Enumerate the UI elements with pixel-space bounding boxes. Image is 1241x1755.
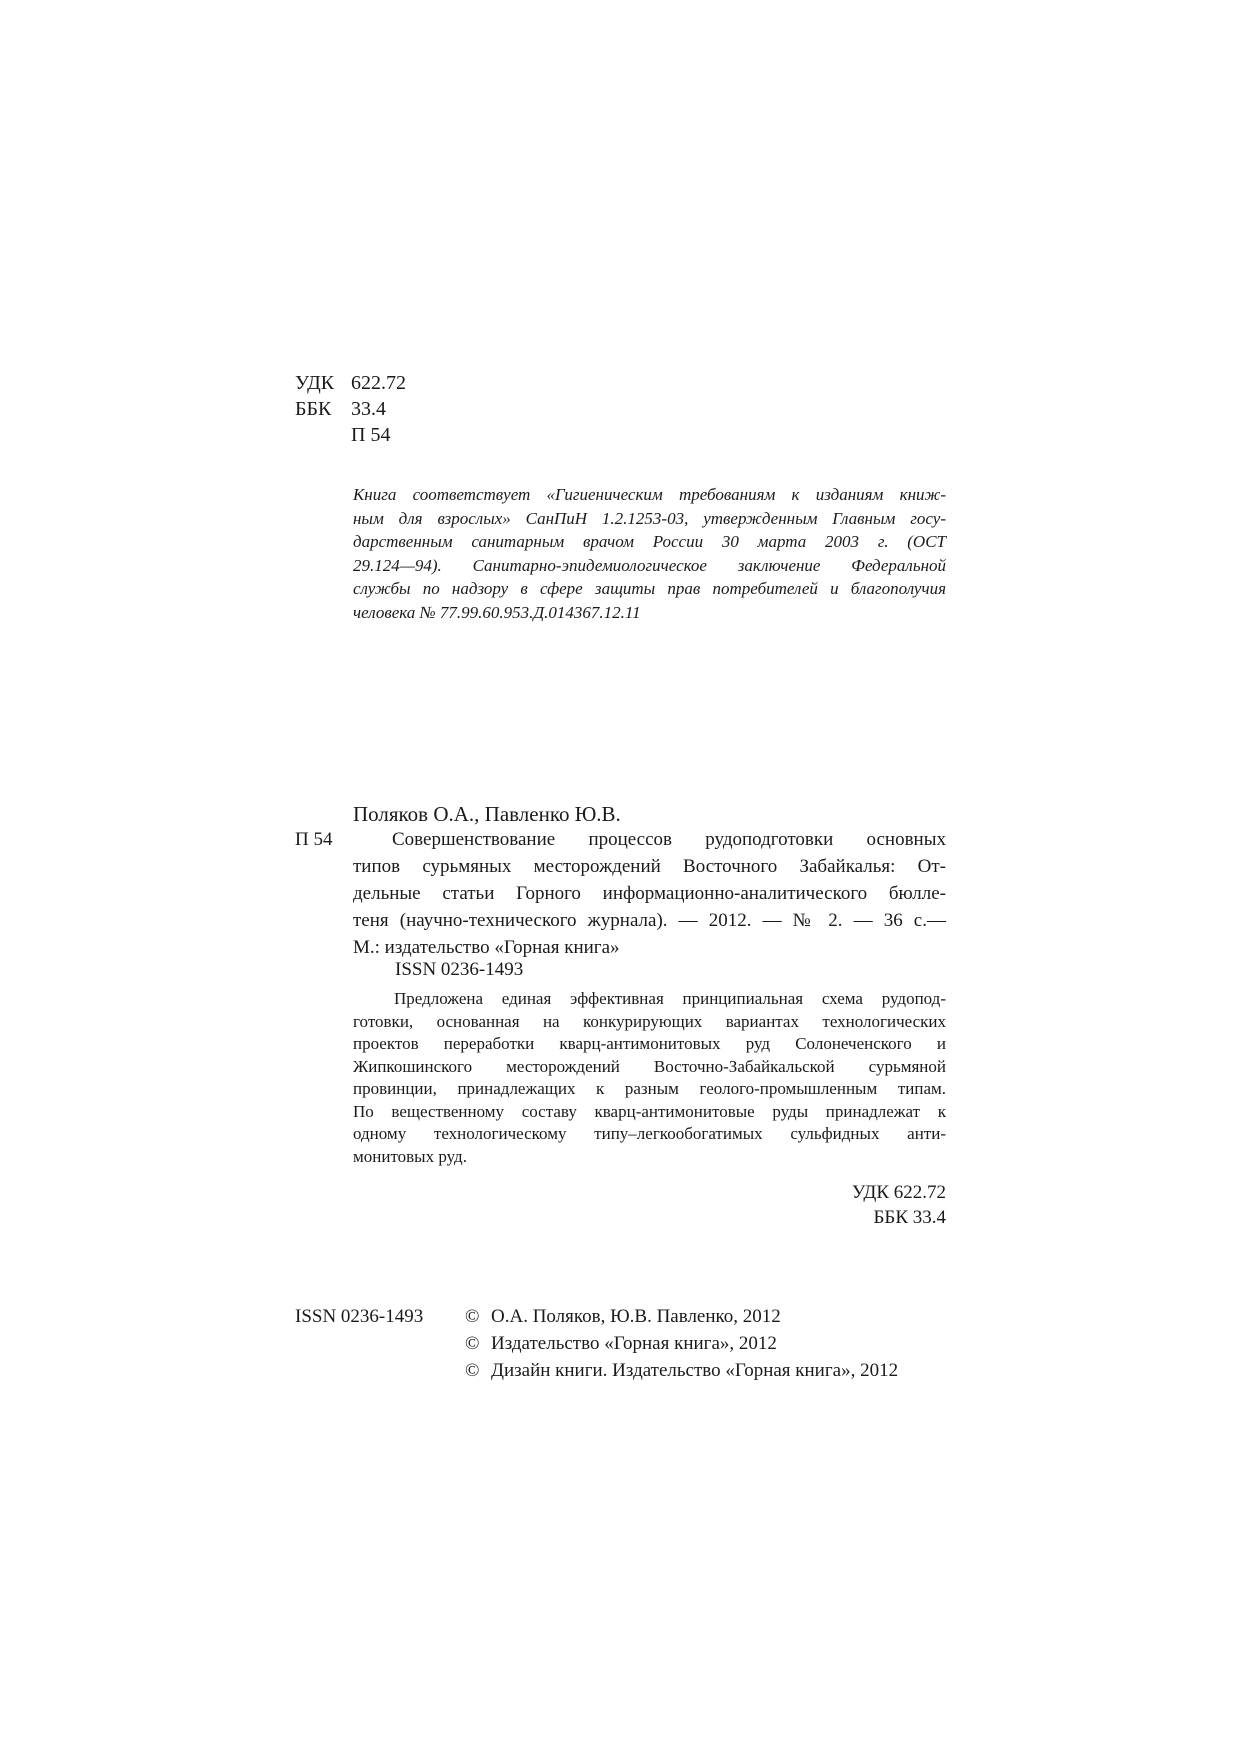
copyright-line — [465, 1331, 777, 1357]
annotation-udk: УДК 622.72 — [851, 1182, 946, 1203]
annotation-line: одному технологическому типу–легкообогатимых сульфидных анти- — [353, 1124, 946, 1143]
copyright-line — [465, 1358, 898, 1384]
hygiene-line: службы по надзору в сфере защиты прав потребителей и благополучия — [353, 579, 946, 599]
annotation-bbk: ББК 33.4 — [873, 1207, 946, 1228]
copyright-text: О.А. Поляков, Ю.В. Павленко, 2012 — [491, 1306, 781, 1327]
author-mark-row — [295, 422, 390, 448]
entry-authors: Поляков О.А., Павленко Ю.В. — [353, 802, 621, 826]
annotation-line: монитовых руд. — [353, 1146, 467, 1166]
entry-line: теня (научно-технического журнала). — 2012. — № 2. — 36 с.— — [353, 910, 946, 931]
entry-description — [353, 826, 946, 961]
copyright-symbol: © — [465, 1333, 480, 1354]
hygiene-line: ным для взрослых» СанПиН 1.2.1253-03, утвержденным Главным госу- — [353, 508, 946, 528]
udk-label: УДК — [295, 372, 335, 394]
bbk-label: ББК — [295, 398, 332, 420]
bbk-value: 33.4 — [351, 398, 386, 420]
copyright-symbol: © — [465, 1306, 480, 1327]
copyright-line — [465, 1304, 781, 1330]
udk-row — [295, 370, 406, 396]
entry-issn: ISSN 0236-1493 — [395, 959, 524, 980]
annotation-line: Предложена единая эффективная принципиальная схема рудопод- — [394, 989, 946, 1008]
annotation — [353, 988, 946, 1168]
copyright-text: Дизайн книги. Издательство «Горная книга», 2012 — [491, 1360, 899, 1381]
bbk-row — [295, 396, 386, 422]
entry-code: П 54 — [295, 829, 333, 850]
annotation-line: провинции, принадлежащих к разным геолого-промышленным типам. — [353, 1079, 946, 1098]
hygiene-notice — [353, 483, 946, 625]
author-mark: П 54 — [351, 424, 391, 446]
udk-value: 622.72 — [351, 372, 406, 394]
annotation-line: проектов переработки кварц-антимонитовых руд Солонеченского и — [353, 1034, 946, 1053]
entry-line: Совершенствование процессов рудоподготовки основных — [392, 829, 946, 850]
hygiene-line: Книга соответствует «Гигиеническим требованиям к изданиям книж- — [353, 485, 946, 504]
annotation-line: По вещественному составу кварц-антимонитовые руды принадлежат к — [353, 1101, 946, 1121]
annotation-line: Жипкошинского месторождений Восточно-Забайкальской сурьмяной — [353, 1056, 946, 1076]
copyright-text: Издательство «Горная книга», 2012 — [491, 1333, 777, 1354]
hygiene-line: человека № 77.99.60.953.Д.014367.12.11 — [353, 602, 641, 622]
annotation-line: готовки, основанная на конкурирующих вариантах технологических — [353, 1011, 946, 1031]
entry-line: типов сурьмяных месторождений Восточного Забайкалья: От- — [353, 856, 946, 877]
entry-line: М.: издательство «Горная книга» — [353, 937, 620, 958]
hygiene-line: дарственным санитарным врачом России 30 марта 2003 г. (ОСТ — [353, 532, 946, 552]
hygiene-line: 29.124—94). Санитарно-эпидемиологическое заключение Федеральной — [353, 555, 946, 575]
copyright-issn: ISSN 0236-1493 — [295, 1306, 424, 1327]
copyright-symbol: © — [465, 1360, 480, 1381]
entry-line: дельные статьи Горного информационно-аналитического бюлле- — [353, 883, 946, 904]
